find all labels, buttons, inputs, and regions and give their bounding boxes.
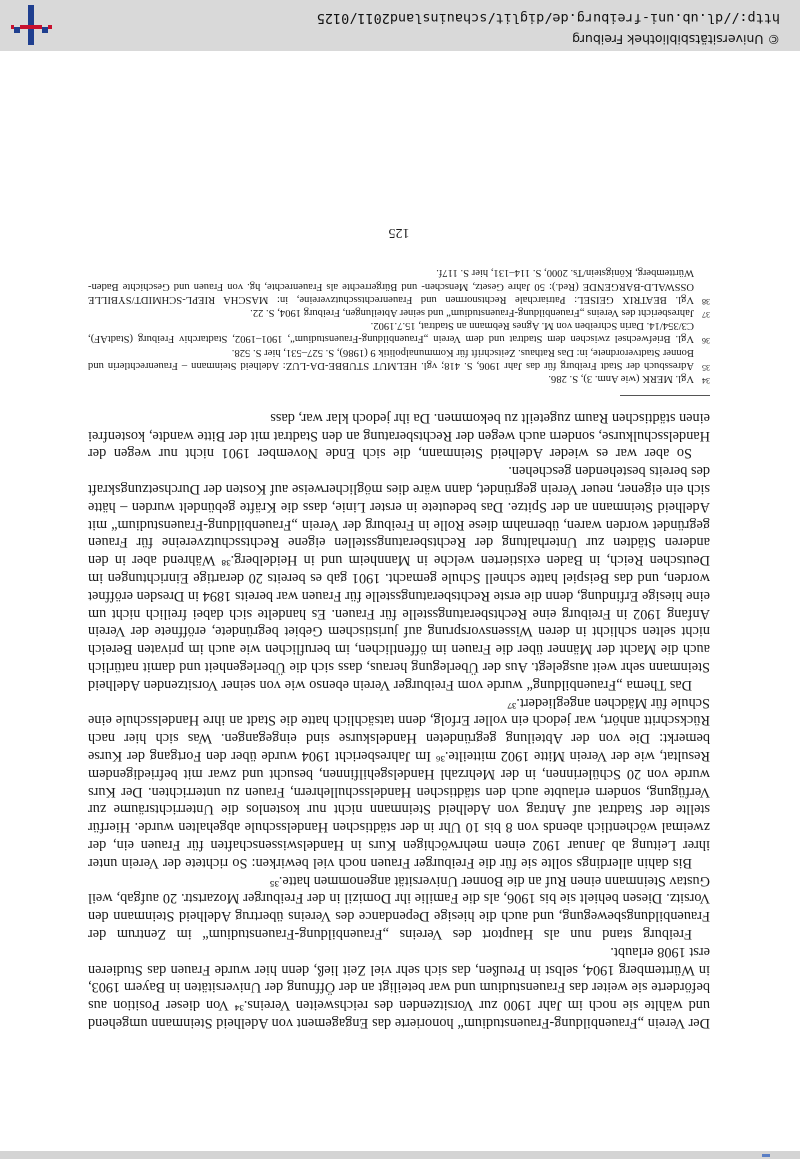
body-paragraph: Das Thema „Frauenbildung“ wurde vom Freiburger Verein ebenso wie von seiner Vorsitzenden Adelheid Steinmann sehr weit ausgelegt. Aus der Überlegung heraus, dass sich die Überlegenheit und damit natürlich auch die Macht der Männer über die Frauen im öffentlichen, im beruflichen wie auch im privaten Bereich nicht selten schlicht in deren Wissensvorsprung auf juristischem Gebiet begründete, eröffnete der Verein Anfang 1902 in Freiburg eine Rechtsberatungsstelle für Frauen. Es handelte sich dabei freilich nicht um eine hiesige Erfindung, denn die erste Rechtsberatungsstelle für Frauen war bereits 1894 in Dresden eröffnet worden, und das Beispiel hatte schnell Schule gemacht. 1901 gab es bereits 20 derartige Einrichtungen im Deutschen Reich, in Baden existierten welche in Mannheim und in Heidelberg.³⁸ Während aber in den anderen Städten zur Unterhaltung der Rechtsberatungsstellen eigene Rechtsschutzvereine für Frauen gegründet worden waren, übernahm diese Rolle in Freiburg der Verein „Frauenbildung-Frauenstudium“ mit Adelheid Steinmann an der Spitze. Das bedeutete in erster Linie, dass die Kräfte gebündelt wurden – hätte sich ein eigener, neuer Verein gegründet, dann wäre dies möglicherweise auf Kosten der Durchsetzungskraft des bereits bestehenden geschehen. <box>88 463 710 693</box>
footnote <box>88 306 710 319</box>
body-paragraph: Der Verein „Frauenbildung-Frauenstudium“ honorierte das Engagement von Adelheid Steinmann umgehend und wählte sie noch im Jahr 1900 zur Vorsitzenden des reichsweiten Vereins.³⁴ Von dieser Position aus beförderte sie weiter das Frauenstudium und war beteiligt an der Öffnung der Universitäten in Bayern 1903, in Württemberg 1904, selbst in Preußen, das sich sehr viel Zeit ließ, denn hier wurde Frauen das Studieren erst 1908 erlaubt. <box>88 943 710 1031</box>
viewer-top-strip <box>0 1151 800 1159</box>
footnote-number: 36 <box>702 336 710 346</box>
footnote <box>88 346 710 372</box>
page-content <box>88 224 710 1031</box>
body-paragraph: Freiburg stand nun als Hauptort des Vereins „Frauenbildung-Frauenstudium“ im Zentrum der Frauenbildungsbewegung, und auch die hiesige Dependance des Vereins übertrug Adelheid Steinmann den Vorsitz. Diesen behielt sie bis 1906, als die Familie ihr Domizil in der Freiburger Mozartstr. 20 aufgab, weil Gustav Steinmann einen Ruf an die Bonner Universität angenommen hatte.³⁵ <box>88 872 710 943</box>
footnote <box>88 266 710 306</box>
ub-freiburg-logo-icon <box>10 3 54 47</box>
permalink-url[interactable]: http://dl.ub.uni-freiburg.de/diglit/schauinsland2011/0125 <box>316 10 780 26</box>
footnote-number: 34 <box>702 376 710 386</box>
page-marker <box>762 1154 770 1157</box>
body-paragraph: Bis dahin allerdings sollte sie für die Freiburger Frauen noch viel bewirken: So richtete der Verein unter ihrer Leitung ab Januar 1902 einen mehrwöchigen Kurs in Handelswissenschaften für Frauen ein, der zweimal wöchentlich abends von 8 bis 10 Uhr in der städtischen Handelsschule abgehalten wurde. Hierfür stellte der Stadtrat auf Antrag von Adelheid Steinmann nicht nur kostenlos die Unterrichtsräume zur Verfügung, sondern erlaubte auch den städtischen Handelsschullehrern, Frauen zu unterrichten. Der Kurs wurde von 20 Schülerinnen, in der Mehrzahl Handelsgehilfinnen, besucht und zwar mit befriedigendem Resultat, wie der Verein Mitte 1902 mitteilte.³⁶ Im Jahresbericht 1904 wurde über den Fortgang der Kurse bemerkt: Die von der Abteilung gegründeten Handelskurse sind eingegangen. Was sich hier nach Rückschritt anhört, war jedoch ein voller Erfolg, denn tatsächlich hatte die Stadt an ihre Handelsschule eine Schule für Mädchen angegliedert.³⁷ <box>88 694 710 871</box>
footnote-text: Jahresbericht des Vereins „Frauenbildung-Frauenstudium“ und seiner Abteilungen, Freiburg 1904, S. 22. <box>250 307 694 319</box>
footnote-text: Adressbuch der Stadt Freiburg für das Jahr 1906, S. 418; vgl. HELMUT STUBBE-DA-LUZ: Adelheid Steinmann – Frauenrechtlerin und Bonner Stadtverordnete, in: Das Rathaus. Zeitschrift für Kommunalpolitik 9 (1986), S. 527–531, hier S. 528. <box>88 346 694 371</box>
digitization-footer <box>0 0 800 51</box>
footnote <box>88 319 710 345</box>
footnote-text: Vgl. MERK (wie Anm. 3), S. 286. <box>548 373 694 385</box>
footnote-separator <box>620 395 710 396</box>
footnote-text: Vgl. Briefwechsel zwischen dem Stadtrat und dem Verein „Frauenbildung-Frauenstudium“, 1901–1902, Stadtarchiv Freiburg (StadtAF), C3/354/14. Darin Schreiben von M. Agnes Rebmann an Stadtrat, 15.7.1902. <box>88 320 694 345</box>
footnote-number: 38 <box>702 296 710 306</box>
page-number: 125 <box>388 225 410 241</box>
footnote-number: 35 <box>702 362 710 372</box>
footnote-text: Vgl. BEATRIX GEISEL: Patriarchale Rechtsnormen und Frauenrechtsschutzvereine, in: MASCHA RIEPL-SCHMIDT/SYBILLE OSSWALD-BARGENDE (Red.): 50 Jahre Gesetz, Menschen- und Bürgerrechte als Frauenrechte, hg. von Frauen und Geschichte Baden-Württemberg, Königstein/Ts. 2000, S. 114–131, hier S. 117f. <box>88 267 694 305</box>
footnote-number: 37 <box>702 310 710 320</box>
body-paragraph: So aber war es wieder Adelheid Steinmann, die sich Ende November 1901 nicht nur wegen der Handelsschulkurse, sondern auch wegen der Rechtsberatung an den Stadtrat mit der Bitte wandte, kostenfrei einen städtischen Raum zugeteilt zu bekommen. Da ihr jedoch klar war, dass <box>88 409 710 462</box>
library-credit: © Universitätsbibliothek Freiburg <box>572 32 780 47</box>
footnote <box>88 372 710 385</box>
